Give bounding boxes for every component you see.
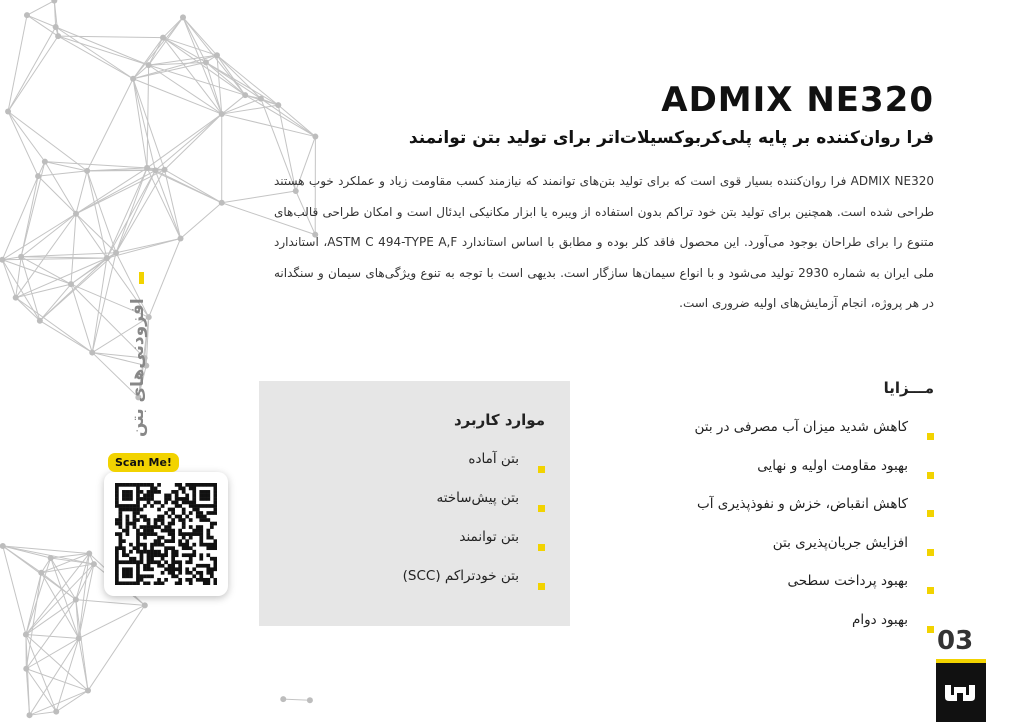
qr-code[interactable] <box>104 472 228 596</box>
list-item: بتن توانمند <box>403 527 545 566</box>
usage-list <box>403 449 545 605</box>
advantages-list <box>695 417 934 648</box>
page-number: 03 <box>937 626 973 656</box>
list-item: بهبود پرداخت سطحی <box>695 571 934 610</box>
category-side-label: افزودنی‌های بتن <box>128 272 158 437</box>
bullet-square-icon <box>538 466 545 473</box>
list-item: کاهش انقباض، خزش و نفوذپذیری آب <box>695 494 934 533</box>
brand-logo-icon <box>936 663 986 722</box>
bullet-square-icon <box>538 583 545 590</box>
usage-title: موارد کاربرد <box>454 411 545 429</box>
list-item: بتن آماده <box>403 449 545 488</box>
list-item: افزایش جریان‌پذیری بتن <box>695 533 934 572</box>
bullet-square-icon <box>927 549 934 556</box>
qr-code-icon <box>115 483 217 585</box>
bullet-square-icon <box>927 510 934 517</box>
list-item: بهبود مقاومت اولیه و نهایی <box>695 456 934 495</box>
bullet-square-icon <box>927 626 934 633</box>
product-title: ADMIX NE320 <box>661 80 934 120</box>
list-item: کاهش شدید میزان آب مصرفی در بتن <box>695 417 934 456</box>
bullet-square-icon <box>927 472 934 479</box>
usage-panel <box>259 381 570 626</box>
brand-logo <box>936 663 986 722</box>
list-item: بهبود دوام <box>695 610 934 649</box>
product-subtitle: فرا روان‌کننده بر پایه پلی‌کربوکسیلات‌اتر برای تولید بتن توانمند <box>409 128 934 148</box>
list-item: بتن خودتراکم (SCC) <box>403 566 545 605</box>
scan-me-badge: Scan Me! <box>108 453 179 472</box>
bullet-square-icon <box>927 433 934 440</box>
advantages-title: مـــزایا <box>884 379 934 397</box>
product-description: ADMIX NE320 فرا روان‌کننده بسیار قوی است که برای تولید بتن‌های توانمند که نیازمند کسب مقاومت زیاد و عملکرد خوب هستند طراحی شده است. همچنین برای تولید بتن خود تراکم بدون استفاده از ویبره یا ابزار مکانیکی ایدئال است و امکان طراحی قالب‌های متنوع را برای طراحان بوجود می‌آورد. این محصول فاقد کلر بوده و مطابق با اساس استاندارد ASTM C 494-TYPE A,F، استاندارد ملی ایران به شماره 2930 تولید می‌شود و با انواع سیمان‌ها سازگار است. بدیهی است با توجه به تنوع ویژگی‌های سیمان و سنگدانه در هر پروژه، انجام آزمایش‌های اولیه ضروری است. <box>274 166 934 319</box>
list-item: بتن پیش‌ساخته <box>403 488 545 527</box>
bullet-square-icon <box>538 544 545 551</box>
bullet-square-icon <box>927 587 934 594</box>
bullet-square-icon <box>538 505 545 512</box>
